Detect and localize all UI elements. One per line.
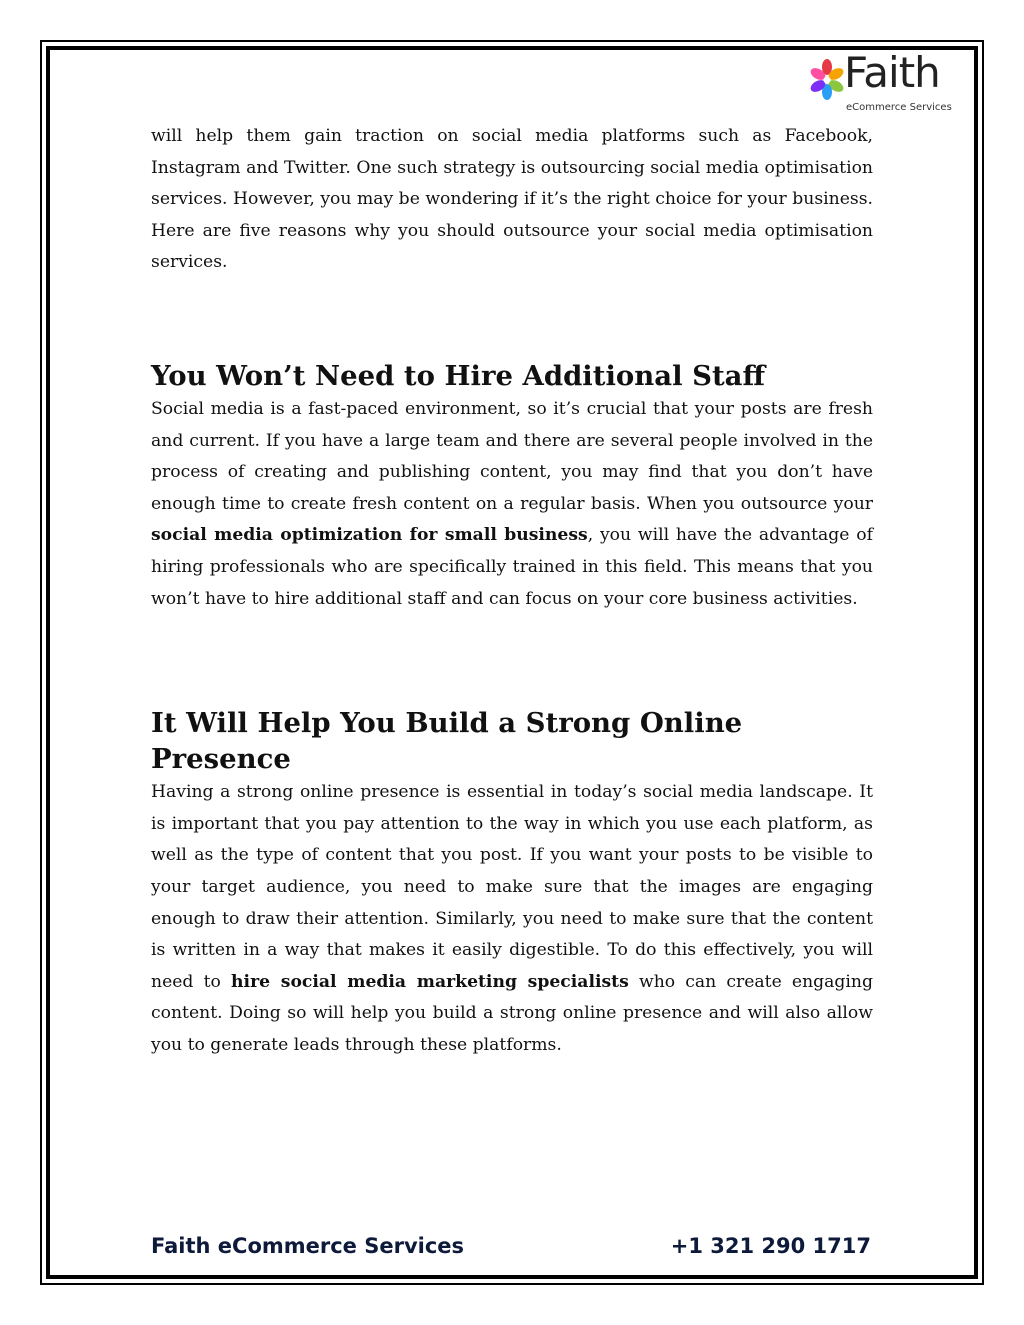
faith-logo [810, 48, 970, 118]
flower-icon [810, 58, 844, 108]
section-heading-presence: It Will Help You Build a Strong Online Presence [151, 707, 743, 776]
paragraph-text: Having a strong online presence is essential in today’s social media landscape. It is important that you pay attention to the way in which you use each platform, as well as the type of content that you post. If you want your posts to be visible to your target audience, you need to make sure that the images are engaging enough to draw their attention. Similarly, you need to make sure that the content is written in a way that makes it easily digestible. To do this effectively, you will need to [151, 782, 873, 992]
footer-phone-number[interactable]: +1 321 290 1717 [670, 1234, 871, 1258]
footer-company-name: Faith eCommerce Services [151, 1234, 465, 1258]
paragraph-text: who can create engaging content. Doing so will help you build a strong online presence and will also allow you to generate leads through these platforms. [151, 971, 873, 1055]
paragraph-text: Social media is a fast-paced environment, so it’s crucial that your posts are fresh and current. If you have a large team and there are several people involved in the process of creating and publishing content, you may find that you don’t have enough time to create fresh content on a regular basis. When you outsource your [151, 398, 873, 514]
document-body [151, 121, 873, 1061]
section-paragraph-presence [151, 777, 873, 1061]
logo-brand-text: Faith [844, 48, 940, 97]
section-heading-staff: You Won’t Need to Hire Additional Staff [151, 359, 766, 392]
page-footer [151, 1234, 873, 1266]
intro-paragraph: will help them gain traction on social media platforms such as Facebook, Instagram and Twitter. One such strategy is outsourcing social media optimisation services. However, you may be wondering if it’s the right choice for your business. Here are five reasons why you should outsource your social media optimisation services. [151, 126, 873, 273]
logo-tagline: eCommerce Services [846, 102, 952, 113]
section-paragraph-staff [151, 394, 873, 615]
hire-specialists-link[interactable]: hire social media marketing specialists [231, 971, 629, 992]
social-media-optimization-link[interactable]: social media optimization for small business [151, 525, 588, 546]
paragraph-text: , you will have the advantage of hiring professionals who are specifically trained in this field. This means that you won’t have to hire additional staff and can focus on your core business activities. [151, 525, 873, 609]
